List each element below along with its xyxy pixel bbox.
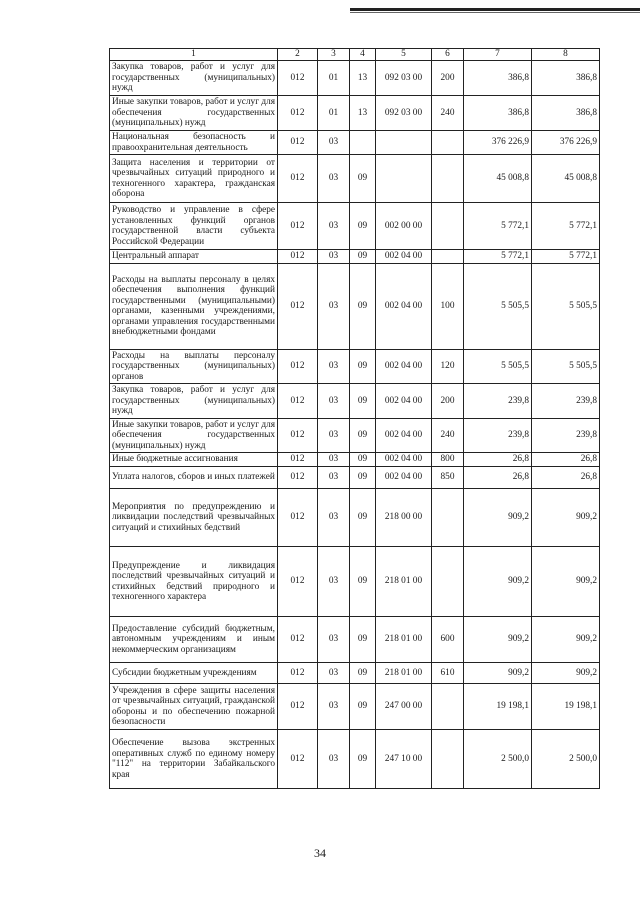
subsection-cell: 09 [350,384,376,419]
expense-type-cell: 800 [432,453,464,467]
expense-type-cell [432,131,464,155]
table-row [110,250,600,264]
target-item-cell: 218 00 00 [376,489,432,547]
row-name-cell: Мероприятия по предупреждению и ликвидации последствий чрезвычайных ситуаций и стихийных бедствий [110,489,278,547]
amount-total-cell: 26,8 [532,467,600,489]
target-item-cell: 092 03 00 [376,61,432,96]
table-row [110,263,600,349]
expense-type-cell [432,730,464,789]
table-header-row [110,49,600,61]
row-name-cell: Закупка товаров, работ и услуг для государственных (муниципальных) нужд [110,61,278,96]
section-cell: 03 [318,131,350,155]
amount-cell: 26,8 [464,467,532,489]
gov-code-cell: 012 [278,663,318,684]
subsection-cell: 09 [350,349,376,384]
amount-total-cell: 239,8 [532,384,600,419]
amount-cell: 376 226,9 [464,131,532,155]
amount-cell: 909,2 [464,663,532,684]
target-item-cell: 247 10 00 [376,730,432,789]
amount-total-cell: 26,8 [532,453,600,467]
target-item-cell: 002 04 00 [376,263,432,349]
target-item-cell: 002 04 00 [376,349,432,384]
subsection-cell: 13 [350,96,376,131]
amount-total-cell: 386,8 [532,96,600,131]
section-cell: 01 [318,61,350,96]
gov-code-cell: 012 [278,263,318,349]
expense-type-cell [432,203,464,250]
subsection-cell: 09 [350,453,376,467]
table-row [110,684,600,730]
table-row [110,467,600,489]
row-name-cell: Национальная безопасность и правоохранительная деятельность [110,131,278,155]
table-row [110,96,600,131]
row-name-cell: Иные бюджетные ассигнования [110,453,278,467]
header-cell: 5 [376,49,432,61]
target-item-cell [376,155,432,203]
row-name-cell: Учреждения в сфере защиты населения от чрезвычайных ситуаций, гражданской обороны и по обеспечению пожарной безопасности [110,684,278,730]
header-cell: 3 [318,49,350,61]
target-item-cell: 002 04 00 [376,467,432,489]
subsection-cell: 09 [350,489,376,547]
table-row [110,730,600,789]
expense-type-cell: 850 [432,467,464,489]
target-item-cell: 002 04 00 [376,250,432,264]
subsection-cell: 09 [350,155,376,203]
subsection-cell: 09 [350,617,376,663]
expense-type-cell: 610 [432,663,464,684]
amount-total-cell: 376 226,9 [532,131,600,155]
subsection-cell: 09 [350,418,376,453]
header-cell: 7 [464,49,532,61]
target-item-cell: 002 04 00 [376,453,432,467]
amount-cell: 5 505,5 [464,263,532,349]
top-rule-thin [350,12,640,13]
table-row [110,617,600,663]
amount-cell: 2 500,0 [464,730,532,789]
amount-cell: 5 772,1 [464,203,532,250]
row-name-cell: Иные закупки товаров, работ и услуг для обеспечения государственных (муниципальных) нужд [110,418,278,453]
table-row [110,453,600,467]
target-item-cell [376,131,432,155]
amount-cell: 5 772,1 [464,250,532,264]
row-name-cell: Защита населения и территории от чрезвычайных ситуаций природного и техногенного характера, гражданская оборона [110,155,278,203]
expense-type-cell: 100 [432,263,464,349]
table-row [110,131,600,155]
subsection-cell: 09 [350,263,376,349]
amount-cell: 19 198,1 [464,684,532,730]
target-item-cell: 247 00 00 [376,684,432,730]
gov-code-cell: 012 [278,96,318,131]
amount-cell: 239,8 [464,384,532,419]
expense-type-cell: 240 [432,96,464,131]
amount-total-cell: 386,8 [532,61,600,96]
section-cell: 03 [318,453,350,467]
header-cell: 8 [532,49,600,61]
section-cell: 03 [318,203,350,250]
table-row [110,663,600,684]
amount-total-cell: 5 772,1 [532,250,600,264]
amount-total-cell: 2 500,0 [532,730,600,789]
amount-total-cell: 5 505,5 [532,263,600,349]
amount-total-cell: 45 008,8 [532,155,600,203]
section-cell: 03 [318,547,350,617]
expense-type-cell [432,489,464,547]
gov-code-cell: 012 [278,384,318,419]
amount-cell: 386,8 [464,96,532,131]
gov-code-cell: 012 [278,349,318,384]
row-name-cell: Обеспечение вызова экстренных оперативных служб по единому номеру "112" на территории Забайкальского края [110,730,278,789]
table-row [110,61,600,96]
target-item-cell: 218 01 00 [376,617,432,663]
row-name-cell: Руководство и управление в сфере установленных функций органов государственной власти субъекта Российской Федерации [110,203,278,250]
amount-total-cell: 909,2 [532,547,600,617]
gov-code-cell: 012 [278,131,318,155]
row-name-cell: Субсидии бюджетным учреждениям [110,663,278,684]
amount-cell: 386,8 [464,61,532,96]
table-row [110,418,600,453]
row-name-cell: Иные закупки товаров, работ и услуг для обеспечения государственных (муниципальных) нужд [110,96,278,131]
amount-total-cell: 909,2 [532,663,600,684]
gov-code-cell: 012 [278,418,318,453]
amount-cell: 26,8 [464,453,532,467]
amount-cell: 909,2 [464,489,532,547]
amount-total-cell: 909,2 [532,617,600,663]
section-cell: 03 [318,418,350,453]
amount-cell: 5 505,5 [464,349,532,384]
amount-total-cell: 5 505,5 [532,349,600,384]
table-row [110,547,600,617]
section-cell: 03 [318,730,350,789]
expense-type-cell [432,547,464,617]
section-cell: 03 [318,617,350,663]
subsection-cell: 09 [350,730,376,789]
section-cell: 03 [318,489,350,547]
row-name-cell: Закупка товаров, работ и услуг для государственных (муниципальных) нужд [110,384,278,419]
expense-type-cell [432,155,464,203]
amount-total-cell: 909,2 [532,489,600,547]
expense-type-cell: 200 [432,61,464,96]
top-rule [350,8,640,11]
section-cell: 03 [318,263,350,349]
row-name-cell: Предупреждение и ликвидация последствий чрезвычайных ситуаций и стихийных бедствий природного и техногенного характера [110,547,278,617]
row-name-cell: Уплата налогов, сборов и иных платежей [110,467,278,489]
header-cell: 4 [350,49,376,61]
gov-code-cell: 012 [278,730,318,789]
gov-code-cell: 012 [278,489,318,547]
section-cell: 03 [318,384,350,419]
gov-code-cell: 012 [278,547,318,617]
subsection-cell: 09 [350,547,376,617]
section-cell: 03 [318,663,350,684]
gov-code-cell: 012 [278,61,318,96]
amount-cell: 909,2 [464,617,532,663]
subsection-cell: 09 [350,250,376,264]
expense-type-cell: 240 [432,418,464,453]
section-cell: 01 [318,96,350,131]
section-cell: 03 [318,684,350,730]
row-name-cell: Расходы на выплаты персоналу государственных (муниципальных) органов [110,349,278,384]
target-item-cell: 002 00 00 [376,203,432,250]
row-name-cell: Предоставление субсидий бюджетным, автономным учреждениям и иным некоммерческим организациям [110,617,278,663]
target-item-cell: 218 01 00 [376,547,432,617]
expense-type-cell [432,250,464,264]
expense-type-cell: 600 [432,617,464,663]
header-cell: 1 [110,49,278,61]
table-row [110,349,600,384]
gov-code-cell: 012 [278,155,318,203]
gov-code-cell: 012 [278,684,318,730]
gov-code-cell: 012 [278,453,318,467]
header-cell: 6 [432,49,464,61]
table-row [110,384,600,419]
amount-total-cell: 19 198,1 [532,684,600,730]
table-row [110,155,600,203]
section-cell: 03 [318,155,350,203]
section-cell: 03 [318,250,350,264]
amount-total-cell: 239,8 [532,418,600,453]
expense-type-cell: 120 [432,349,464,384]
target-item-cell: 092 03 00 [376,96,432,131]
section-cell: 03 [318,349,350,384]
amount-cell: 909,2 [464,547,532,617]
gov-code-cell: 012 [278,203,318,250]
page-number: 34 [314,846,326,860]
gov-code-cell: 012 [278,467,318,489]
target-item-cell: 002 04 00 [376,384,432,419]
table-row [110,203,600,250]
amount-total-cell: 5 772,1 [532,203,600,250]
row-name-cell: Центральный аппарат [110,250,278,264]
expense-type-cell [432,684,464,730]
subsection-cell: 09 [350,663,376,684]
subsection-cell: 09 [350,203,376,250]
subsection-cell: 13 [350,61,376,96]
target-item-cell: 002 04 00 [376,418,432,453]
table-row [110,489,600,547]
amount-cell: 239,8 [464,418,532,453]
budget-table [109,48,600,789]
row-name-cell: Расходы на выплаты персоналу в целях обеспечения выполнения функций государственными (муниципальными) органами, казенными учреждениями, органами управления государственными внебюджетными фондами [110,263,278,349]
section-cell: 03 [318,467,350,489]
subsection-cell: 09 [350,684,376,730]
subsection-cell: 09 [350,467,376,489]
subsection-cell [350,131,376,155]
amount-cell: 45 008,8 [464,155,532,203]
header-cell: 2 [278,49,318,61]
gov-code-cell: 012 [278,250,318,264]
expense-type-cell: 200 [432,384,464,419]
gov-code-cell: 012 [278,617,318,663]
target-item-cell: 218 01 00 [376,663,432,684]
